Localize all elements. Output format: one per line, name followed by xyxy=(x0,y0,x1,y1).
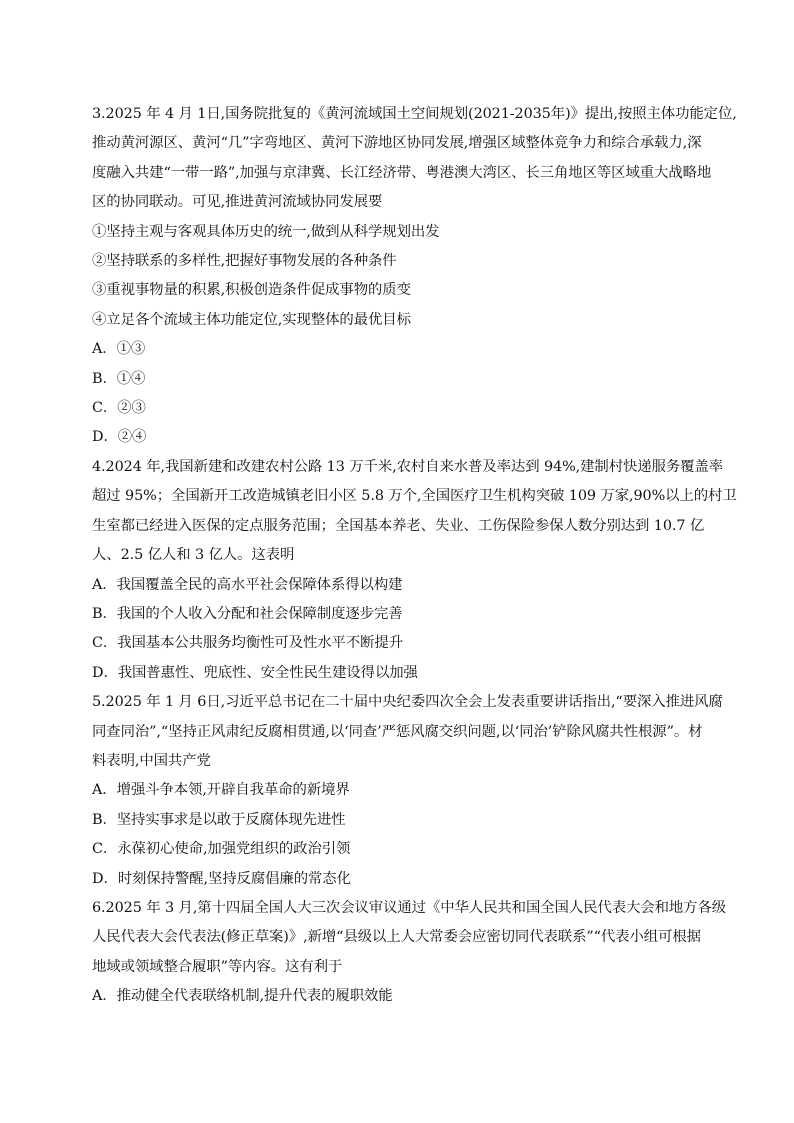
question-5 xyxy=(92,688,723,894)
question-stem-line: 推动黄河源区、黄河“几”字弯地区、黄河下游地区协同发展,增强区域整体竞争力和综合承载力,深 xyxy=(92,135,702,152)
option-a: A．我国覆盖全民的高水平社会保障体系得以构建 xyxy=(92,576,403,593)
option-b: B．坚持实事求是以敢于反腐体现先进性 xyxy=(92,811,346,828)
statement-3: ③重视事物量的积累,积极创造条件促成事物的质变 xyxy=(92,282,411,299)
option-c: C．永葆初心使命,加强党组织的政治引领 xyxy=(92,841,351,858)
question-6 xyxy=(92,894,727,1012)
option-c: C．我国基本公共服务均衡性可及性水平不断提升 xyxy=(92,635,404,652)
option-a: A．①③ xyxy=(92,341,146,358)
question-stem-line: 6.2025 年 3 月,第十四届全国人大三次会议审议通过《中华人民共和国全国人民代表大会和地方各级 xyxy=(92,899,727,916)
question-stem-line: 地域或领域整合履职”等内容。这有利于 xyxy=(92,958,343,975)
question-stem-line: 3.2025 年 4 月 1日,国务院批复的《黄河流域国土空间规划(2021-2035年)》提出,按照主体功能定位, xyxy=(92,106,737,122)
option-d: D．②④ xyxy=(92,429,147,446)
question-stem-line: 超过 95%；全国新开工改造城镇老旧小区 5.8 万个,全国医疗卫生机构突破 109 万家,90%以上的村卫 xyxy=(92,488,737,505)
question-stem-line: 生室都已经进入医保的定点服务范围；全国基本养老、失业、工伤保险参保人数分别达到 10.7 亿 xyxy=(92,517,705,534)
statement-4: ④立足各个流域主体功能定位,实现整体的最优目标 xyxy=(92,311,411,328)
question-stem-line: 同查同治”,“坚持正风肃纪反腐相贯通,以‘同查’严惩风腐交织问题,以‘同治’铲除风腐共性根源”。材 xyxy=(92,723,703,740)
option-a: A．增强斗争本领,开辟自我革命的新境界 xyxy=(92,782,350,799)
question-stem-line: 区的协同联动。可见,推进黄河流域协同发展要 xyxy=(92,194,383,211)
question-stem-line: 人民代表大会代表法(修正草案)》,新增“县级以上人大常委会应密切同代表联系”“代表小组可根据 xyxy=(92,929,701,946)
question-stem-line: 5.2025 年 1 月 6日,习近平总书记在二十届中央纪委四次全会上发表重要讲话指出,“要深入推进风腐 xyxy=(92,694,723,711)
question-3 xyxy=(92,100,737,453)
option-c: C．②③ xyxy=(92,400,146,417)
option-b: B．①④ xyxy=(92,370,146,387)
option-a: A．推动健全代表联络机制,提升代表的履职效能 xyxy=(92,988,393,1005)
question-stem-line: 度融入共建“一带一路”,加强与京津冀、长江经济带、粤港澳大湾区、长三角地区等区域重大战略地 xyxy=(92,164,712,181)
question-4 xyxy=(92,453,737,688)
question-stem-line: 4.2024 年,我国新建和改建农村公路 13 万千米,农村自来水普及率达到 94%,建制村快递服务覆盖率 xyxy=(92,458,724,475)
option-b: B．我国的个人收入分配和社会保障制度逐步完善 xyxy=(92,605,403,622)
option-d: D．我国普惠性、兜底性、安全性民生建设得以加强 xyxy=(92,664,418,681)
question-list xyxy=(92,100,737,1012)
statement-1: ①坚持主观与客观具体历史的统一,做到从科学规划出发 xyxy=(92,223,440,240)
option-d: D．时刻保持警醒,坚持反腐倡廉的常态化 xyxy=(92,870,351,887)
question-stem-line: 料表明,中国共产党 xyxy=(92,752,211,769)
question-stem-line: 人、2.5 亿人和 3 亿人。这表明 xyxy=(92,547,295,564)
statement-2: ②坚持联系的多样性,把握好事物发展的各种条件 xyxy=(92,253,397,270)
